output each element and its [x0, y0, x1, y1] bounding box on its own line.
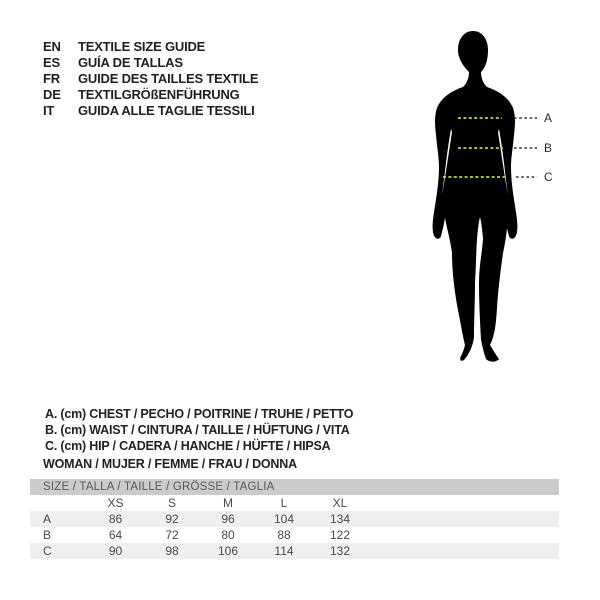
value-cell: 106	[217, 544, 239, 558]
spacer-cell	[368, 543, 559, 559]
waist-measure-text: B. (cm) WAIST / CINTURA / TAILLE / HÜFTUNG / VITA	[45, 423, 350, 437]
value-cell: 86	[108, 512, 123, 526]
spacer-cell	[368, 527, 559, 543]
value-cell: 132	[329, 544, 351, 558]
language-code: DE	[43, 87, 61, 102]
language-code: IT	[43, 103, 55, 118]
row-label: B	[43, 528, 52, 542]
value-cell: 104	[273, 512, 295, 526]
language-code: EN	[43, 39, 61, 54]
language-code: FR	[43, 71, 60, 86]
table-row-waist	[30, 527, 559, 543]
empty-corner-cell	[30, 495, 87, 511]
size-table	[30, 479, 559, 559]
measurement-figure	[410, 25, 560, 370]
value-cell: 90	[108, 544, 123, 558]
chest-label: A	[544, 111, 553, 125]
value-cell: 88	[277, 528, 291, 542]
value-cell: 92	[165, 512, 179, 526]
value-cell: 134	[329, 512, 351, 526]
language-row-en	[43, 39, 258, 55]
waist-label: B	[544, 141, 553, 155]
table-row-hip	[30, 543, 559, 559]
value-cell: 64	[108, 528, 123, 542]
table-row-chest	[30, 511, 559, 527]
woman-silhouette	[433, 31, 518, 362]
hip-label: C	[544, 170, 553, 184]
hip-measure-text: C. (cm) HIP / CADERA / HANCHE / HÜFTE / HIPSA	[45, 439, 331, 453]
measurement-legend	[45, 406, 353, 454]
value-cell: 114	[274, 544, 294, 558]
guide-title: GUIDA ALLE TAGLIE TESSILI	[78, 103, 255, 118]
guide-title: TEXTILE SIZE GUIDE	[78, 39, 206, 54]
language-row-es	[43, 55, 258, 71]
value-cell: 122	[329, 528, 351, 542]
language-row-fr	[43, 71, 258, 87]
value-cell: 98	[165, 544, 179, 558]
size-columns-row	[30, 495, 559, 511]
spacer-cell	[368, 511, 559, 527]
woman-figure-svg	[410, 25, 560, 370]
row-label: A	[43, 512, 52, 526]
column-header-xl: XL	[332, 496, 348, 510]
gender-heading: WOMAN / MUJER / FEMME / FRAU / DONNA	[43, 457, 297, 471]
row-label: C	[43, 544, 52, 558]
guide-title: TEXTILGRÖßENFÜHRUNG	[78, 87, 240, 102]
chest-measure-text: A. (cm) CHEST / PECHO / POITRINE / TRUHE / PETTO	[45, 407, 354, 421]
language-row-de	[43, 87, 258, 103]
language-row-it	[43, 103, 258, 119]
size-table-header: SIZE / TALLA / TAILLE / GRÖSSE / TAGLIA	[30, 479, 559, 495]
value-cell: 96	[221, 512, 235, 526]
value-cell: 72	[165, 528, 179, 542]
column-header-xs: XS	[107, 496, 124, 510]
spacer-cell	[368, 495, 559, 511]
language-title-list	[43, 39, 258, 119]
guide-title: GUÍA DE TALLAS	[78, 55, 183, 70]
language-code: ES	[43, 55, 60, 70]
guide-title: GUIDE DES TAILLES TEXTILE	[78, 71, 259, 86]
column-header-s: S	[167, 496, 176, 510]
column-header-l: L	[280, 496, 288, 510]
value-cell: 80	[221, 528, 235, 542]
column-header-m: M	[223, 496, 233, 510]
